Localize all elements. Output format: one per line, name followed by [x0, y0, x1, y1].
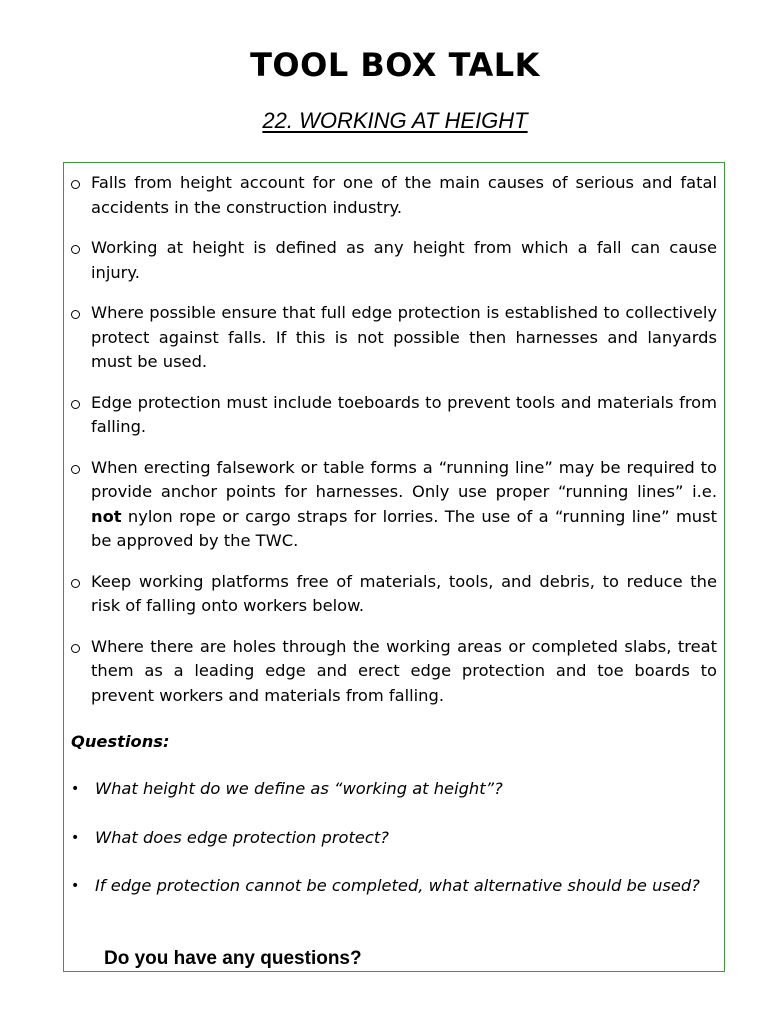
list-item	[64, 171, 724, 220]
question-text: What does edge protection protect?	[95, 827, 389, 847]
circle-bullet-icon	[71, 310, 80, 319]
list-item	[64, 635, 724, 709]
bullet-text: Falls from height account for one of the main causes of serious and fatal accidents in the construction industry.	[91, 173, 717, 217]
question-item	[64, 874, 724, 899]
bullet-text: Working at height is defined as any height from which a fall can cause injury.	[91, 238, 717, 282]
list-item	[64, 456, 724, 554]
bullet-text: Keep working platforms free of materials, tools, and debris, to reduce the risk of falling onto workers below.	[91, 571, 717, 615]
question-item	[64, 826, 724, 851]
dot-bullet-icon: •	[71, 829, 80, 846]
questions-heading: Questions:	[71, 732, 170, 751]
question-item	[64, 777, 724, 802]
bullet-text-after: nylon rope or cargo straps for lorries. The use of a “running line” must be approved by the TWC.	[91, 506, 717, 550]
question-text: If edge protection cannot be completed, what alternative should be used?	[95, 876, 700, 895]
bullet-text-before: When erecting falsework or table forms a “running line” may be required to provide anchor points for harnesses. Only use proper “running lines” i.e.	[91, 457, 717, 501]
list-item	[64, 391, 724, 440]
circle-bullet-icon	[71, 180, 80, 189]
emphasis-not: not	[91, 506, 122, 526]
circle-bullet-icon	[71, 400, 80, 409]
dot-bullet-icon: •	[71, 878, 80, 894]
list-item	[64, 570, 724, 619]
circle-bullet-icon	[71, 644, 80, 653]
subtitle-text: 22. WORKING AT HEIGHT	[262, 108, 528, 133]
page-title: TOOL BOX TALK	[250, 46, 540, 84]
page-subtitle	[0, 108, 768, 134]
list-item	[64, 236, 724, 285]
bullet-text: Where possible ensure that full edge protection is established to collectively protect against falls. If this is not possible then harnesses and lanyards must be used.	[91, 303, 717, 371]
bullet-text: Edge protection must include toeboards to prevent tools and materials from falling.	[91, 392, 717, 436]
question-list	[64, 777, 724, 923]
dot-bullet-icon: •	[71, 781, 80, 797]
closing-prompt: Do you have any questions?	[104, 948, 362, 969]
list-item	[64, 301, 724, 375]
bullet-list	[64, 171, 724, 724]
circle-bullet-icon	[71, 579, 80, 588]
content-box	[63, 162, 725, 972]
question-text: What height do we define as “working at height”?	[95, 779, 503, 798]
circle-bullet-icon	[71, 465, 80, 474]
bullet-text: Where there are holes through the working areas or completed slabs, treat them as a leading edge and erect edge protection and toe boards to prevent workers and materials from falling.	[91, 636, 717, 705]
circle-bullet-icon	[71, 245, 80, 254]
